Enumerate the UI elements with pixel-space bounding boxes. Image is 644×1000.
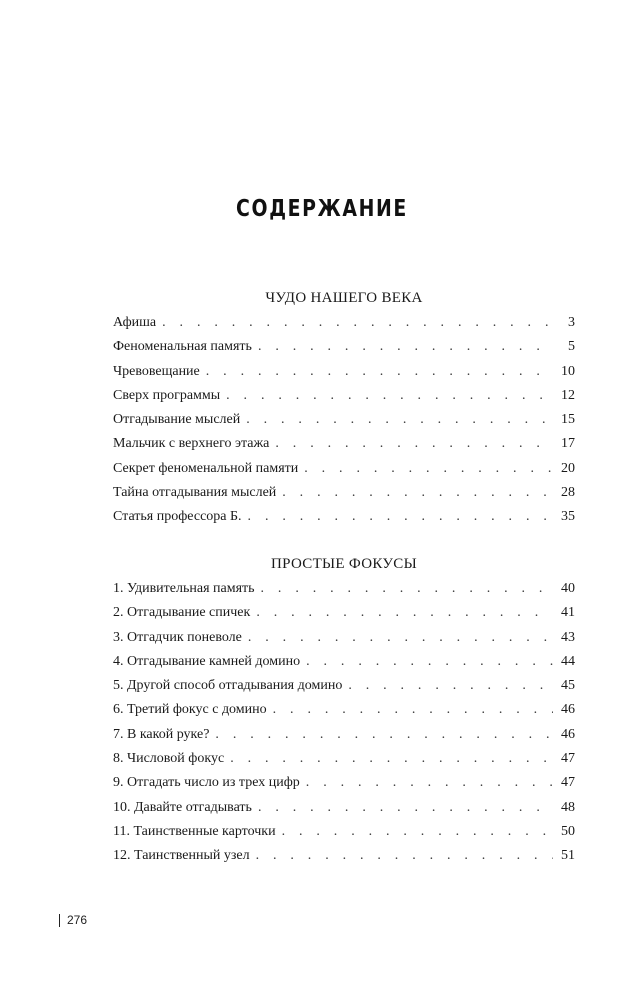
- toc-entry-label: 8. Числовой фокус: [113, 751, 225, 767]
- toc-entry: [113, 723, 575, 747]
- dot-leader: [304, 457, 553, 481]
- toc-entry-label: Секрет феноменальной памяти: [113, 460, 299, 476]
- dot-leader: [206, 360, 553, 384]
- dot-leader: [258, 796, 553, 820]
- toc-entry-label: 10. Давайте отгадывать: [113, 799, 252, 815]
- toc-entry-label: Статья профессора Б.: [113, 509, 242, 525]
- dot-leader: [248, 505, 553, 529]
- dot-leader: [256, 601, 553, 625]
- toc-entry-label: Отгадывание мыслей: [113, 412, 241, 428]
- toc-entry-label: 11. Таинственные карточки: [113, 823, 276, 839]
- dot-leader: [273, 698, 553, 722]
- dot-leader: [306, 650, 553, 674]
- toc-entry: [113, 335, 575, 359]
- toc-entry-page: 43: [561, 629, 575, 645]
- toc-list: [113, 311, 575, 530]
- toc-entry-page: 51: [561, 848, 575, 864]
- page-number: 276: [67, 913, 88, 927]
- toc-entry-page: 15: [561, 412, 575, 428]
- toc-entry: [113, 626, 575, 650]
- toc-entry-page: 20: [561, 460, 575, 476]
- toc-entry-page: 44: [561, 653, 575, 669]
- section-heading: ПРОСТЫЕ ФОКУСЫ: [270, 556, 417, 572]
- toc-entry: [113, 820, 575, 844]
- dot-leader: [230, 747, 553, 771]
- dot-leader: [162, 311, 553, 335]
- page-title: СОДЕРЖАНИЕ: [236, 196, 408, 222]
- toc-entry-label: Мальчик с верхнего этажа: [113, 436, 270, 452]
- dot-leader: [246, 408, 553, 432]
- dot-leader: [258, 335, 553, 359]
- dot-leader: [261, 577, 553, 601]
- toc-entry-label: 9. Отгадать число из трех цифр: [113, 775, 300, 791]
- toc-entry-page: 17: [561, 436, 575, 452]
- toc-entry-label: Феноменальная память: [113, 339, 252, 355]
- toc-entry: [113, 771, 575, 795]
- toc-entry-page: 47: [561, 775, 575, 791]
- toc-entry: [113, 384, 575, 408]
- section-heading: ЧУДО НАШЕГО ВЕКА: [265, 290, 423, 306]
- toc-entry-page: 3: [568, 315, 575, 330]
- toc-section: [113, 287, 575, 530]
- toc-entry-label: 2. Отгадывание спичек: [113, 605, 251, 621]
- toc-entry-page: 47: [561, 751, 575, 767]
- toc-list: [113, 577, 575, 869]
- toc-entry-page: 46: [561, 702, 575, 718]
- toc-entry-label: 4. Отгадывание камней домино: [113, 653, 301, 669]
- toc-entry-label: 7. В какой руке?: [113, 726, 210, 742]
- dot-leader: [215, 723, 553, 747]
- toc-entry: [113, 601, 575, 625]
- toc-entry: [113, 844, 575, 868]
- toc-entry-label: Афиша: [113, 315, 157, 330]
- toc-entry-page: 50: [561, 823, 575, 839]
- toc-entry: [113, 360, 575, 384]
- toc-entry: [113, 796, 575, 820]
- toc-entry-page: 5: [568, 339, 575, 355]
- toc-entry: [113, 457, 575, 481]
- dot-leader: [348, 674, 553, 698]
- toc-entry-page: 12: [561, 387, 575, 403]
- toc-entry-label: 5. Другой способ отгадывания домино: [113, 678, 343, 694]
- toc-entry: [113, 408, 575, 432]
- toc-entry: [113, 432, 575, 456]
- toc-entry-page: 10: [561, 363, 575, 379]
- toc-entry-page: 45: [561, 678, 575, 694]
- toc-entry: [113, 577, 575, 601]
- footer-rule: [59, 914, 60, 927]
- toc-entry: [113, 650, 575, 674]
- page-footer: [59, 913, 87, 927]
- toc-entry-page: 41: [561, 605, 575, 621]
- toc-entry-page: 35: [561, 509, 575, 525]
- dot-leader: [226, 384, 553, 408]
- dot-leader: [282, 820, 553, 844]
- toc-entry-label: Сверх программы: [113, 387, 221, 403]
- toc-entry-page: 48: [561, 799, 575, 815]
- toc-entry-label: Тайна отгадывания мыслей: [113, 485, 277, 501]
- toc-entry-label: 1. Удивительная память: [113, 581, 255, 596]
- toc-entry-page: 46: [561, 726, 575, 742]
- toc-entry: [113, 698, 575, 722]
- toc-entry-page: 40: [561, 581, 575, 596]
- toc-entry-label: 3. Отгадчик поневоле: [113, 629, 242, 645]
- toc-entry: [113, 311, 575, 335]
- dot-leader: [275, 432, 553, 456]
- toc-entry: [113, 481, 575, 505]
- toc-entry-label: 12. Таинственный узел: [113, 848, 250, 864]
- toc-entry-page: 28: [561, 485, 575, 501]
- toc-entry-label: Чревовещание: [113, 363, 200, 379]
- dot-leader: [248, 626, 553, 650]
- dot-leader: [256, 844, 553, 868]
- toc-entry: [113, 747, 575, 771]
- dot-leader: [282, 481, 553, 505]
- toc-entry: [113, 674, 575, 698]
- dot-leader: [306, 771, 553, 795]
- toc-entry-label: 6. Третий фокус с домино: [113, 702, 267, 718]
- toc-section: [113, 553, 575, 869]
- toc-entry: [113, 505, 575, 529]
